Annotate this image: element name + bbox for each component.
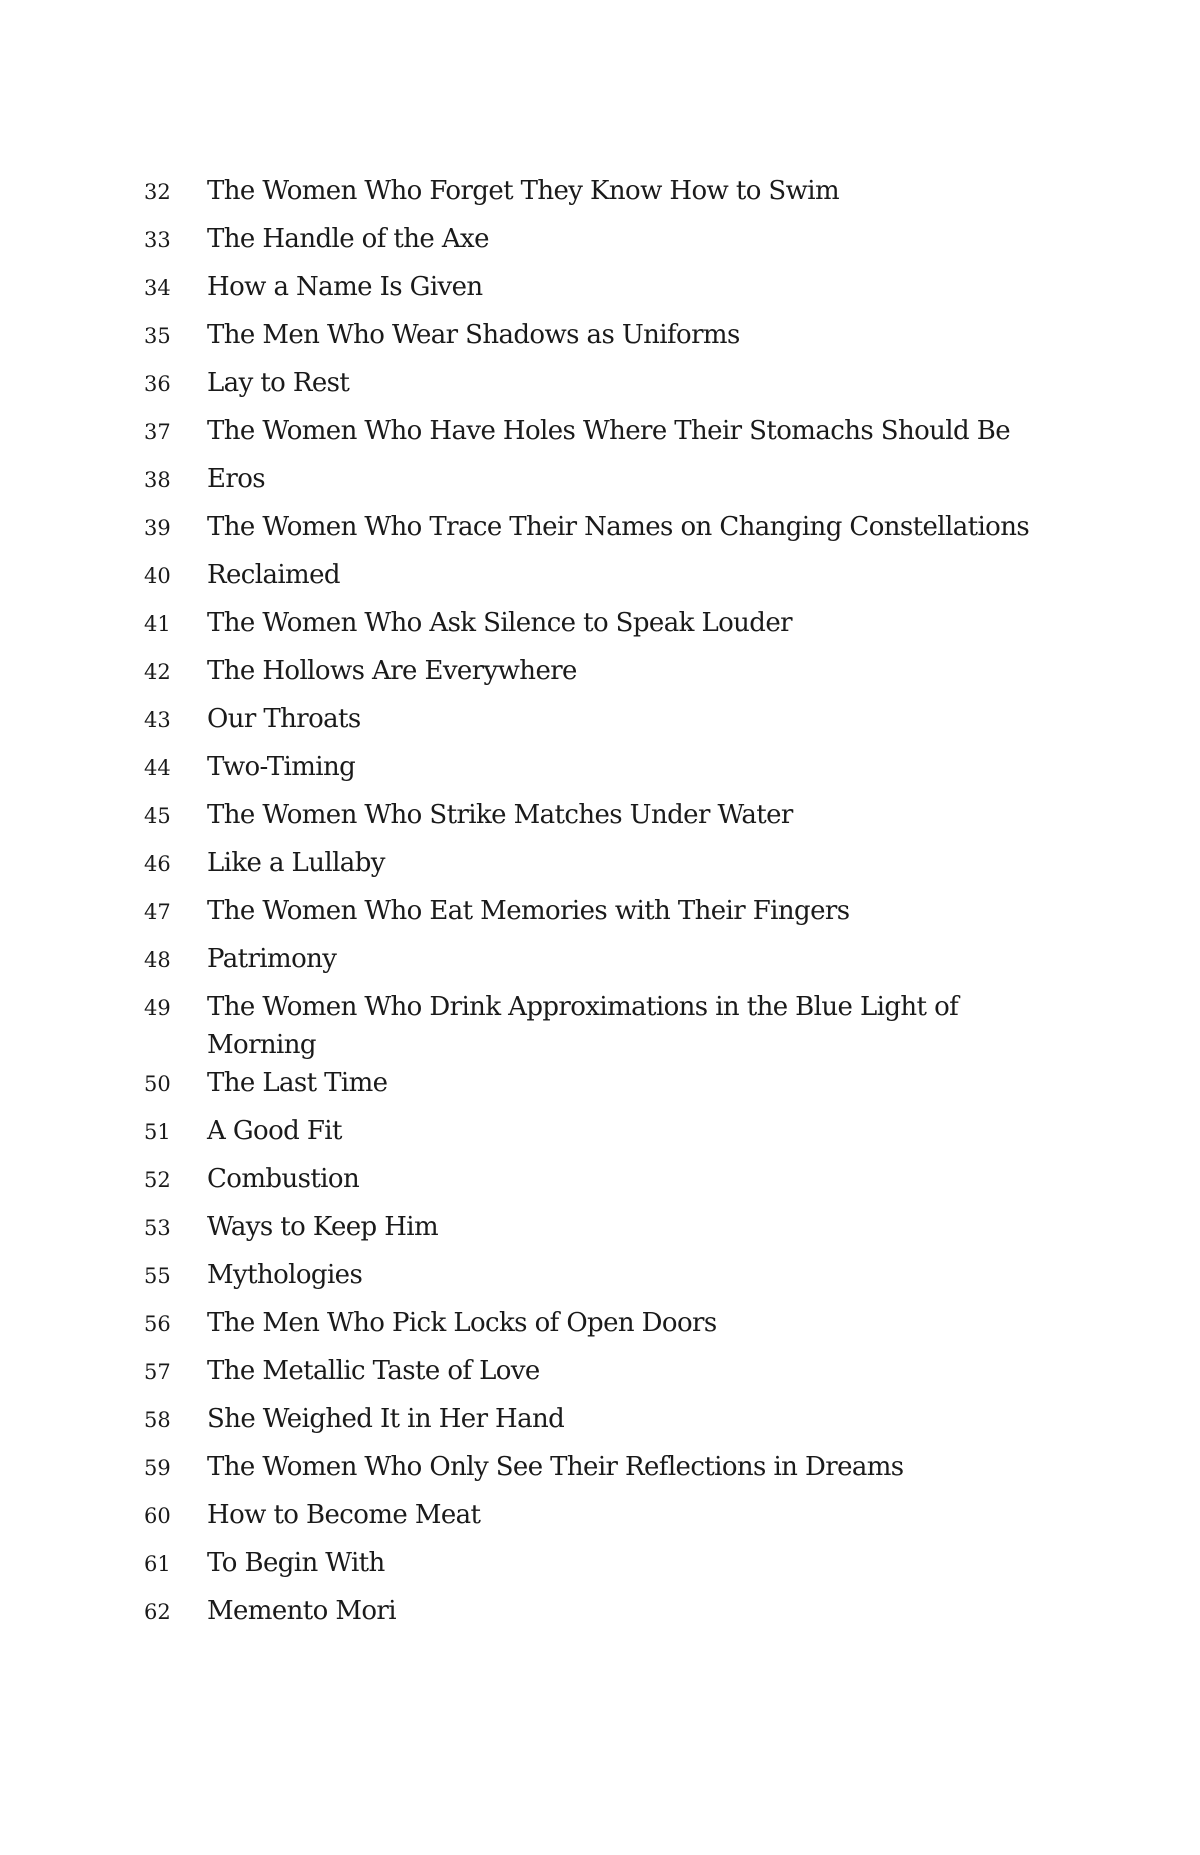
page-number: 59 <box>144 1456 171 1480</box>
toc-entry <box>0 1496 1200 1544</box>
page-number: 60 <box>144 1504 171 1528</box>
toc-entry <box>0 1352 1200 1400</box>
page-number: 35 <box>144 324 171 348</box>
page-number: 33 <box>144 228 171 252</box>
toc-entry <box>0 268 1200 316</box>
page-number: 50 <box>144 1072 171 1096</box>
entry-title: Combustion <box>207 1164 360 1194</box>
toc-entry <box>0 1544 1200 1592</box>
entry-title: Two-Timing <box>207 752 356 782</box>
page-number: 47 <box>144 900 171 924</box>
entry-title: The Men Who Pick Locks of Open Doors <box>207 1308 717 1338</box>
entry-title: She Weighed It in Her Hand <box>207 1404 565 1434</box>
page-number: 40 <box>144 564 171 588</box>
toc-entry <box>0 796 1200 844</box>
entry-title: Patrimony <box>207 944 337 974</box>
page-number: 42 <box>144 660 171 684</box>
toc-entry <box>0 940 1200 988</box>
entry-title: Ways to Keep Him <box>207 1212 439 1242</box>
page-number: 41 <box>144 612 171 636</box>
page-number: 44 <box>144 756 171 780</box>
toc-entry <box>0 364 1200 412</box>
table-of-contents <box>0 172 1200 1640</box>
toc-entry <box>0 412 1200 460</box>
entry-title: The Women Who Have Holes Where Their Stomachs Should Be <box>207 416 1011 446</box>
entry-title: How a Name Is Given <box>207 272 483 302</box>
page-number: 57 <box>144 1360 171 1384</box>
entry-title: The Hollows Are Everywhere <box>207 656 577 686</box>
page-number: 48 <box>144 948 171 972</box>
page-number: 61 <box>144 1552 171 1576</box>
entry-title: The Women Who Drink Approximations in the Blue Light of Morning <box>207 992 959 1060</box>
toc-entry <box>0 1304 1200 1352</box>
toc-entry <box>0 1064 1200 1112</box>
toc-entry <box>0 988 1200 1064</box>
page-number: 53 <box>144 1216 171 1240</box>
entry-title: To Begin With <box>207 1548 385 1578</box>
entry-title: Memento Mori <box>207 1596 396 1626</box>
toc-entry <box>0 316 1200 364</box>
page-number: 56 <box>144 1312 171 1336</box>
entry-title: The Men Who Wear Shadows as Uniforms <box>207 320 740 350</box>
page-number: 52 <box>144 1168 171 1192</box>
entry-title: The Women Who Strike Matches Under Water <box>207 800 793 830</box>
entry-title: The Women Who Only See Their Reflections in Dreams <box>207 1452 904 1482</box>
entry-title: Lay to Rest <box>207 368 350 398</box>
toc-entry <box>0 844 1200 892</box>
toc-entry <box>0 748 1200 796</box>
page-number: 43 <box>144 708 171 732</box>
entry-title: Eros <box>207 464 266 494</box>
toc-entry <box>0 460 1200 508</box>
entry-title: Mythologies <box>207 1260 363 1290</box>
entry-title: How to Become Meat <box>207 1500 481 1530</box>
toc-entry <box>0 1160 1200 1208</box>
entry-title: A Good Fit <box>207 1116 342 1146</box>
toc-entry <box>0 508 1200 556</box>
page-number: 39 <box>144 516 171 540</box>
page-number: 36 <box>144 372 171 396</box>
toc-entry <box>0 1208 1200 1256</box>
page-number: 55 <box>144 1264 171 1288</box>
toc-entry <box>0 1448 1200 1496</box>
entry-title: The Last Time <box>207 1068 388 1098</box>
entry-title: Reclaimed <box>207 560 340 590</box>
toc-entry <box>0 1112 1200 1160</box>
toc-entry <box>0 700 1200 748</box>
page-number: 38 <box>144 468 171 492</box>
toc-entry <box>0 1400 1200 1448</box>
toc-entry <box>0 604 1200 652</box>
toc-entry <box>0 892 1200 940</box>
entry-title: The Women Who Trace Their Names on Changing Constellations <box>207 512 1030 542</box>
page-number: 51 <box>144 1120 171 1144</box>
entry-title: The Women Who Forget They Know How to Swim <box>207 176 840 206</box>
toc-entry <box>0 652 1200 700</box>
toc-entry <box>0 220 1200 268</box>
page-number: 37 <box>144 420 171 444</box>
page-number: 62 <box>144 1600 171 1624</box>
page-number: 46 <box>144 852 171 876</box>
toc-entry <box>0 556 1200 604</box>
entry-title: The Women Who Eat Memories with Their Fingers <box>207 896 850 926</box>
entry-title: Our Throats <box>207 704 361 734</box>
entry-title: Like a Lullaby <box>207 848 385 878</box>
page-number: 58 <box>144 1408 171 1432</box>
entry-title: The Women Who Ask Silence to Speak Louder <box>207 608 792 638</box>
page-number: 32 <box>144 180 171 204</box>
toc-entry <box>0 1256 1200 1304</box>
toc-entry <box>0 172 1200 220</box>
toc-entry <box>0 1592 1200 1640</box>
page-number: 49 <box>144 996 171 1020</box>
page-number: 45 <box>144 804 171 828</box>
entry-title: The Handle of the Axe <box>207 224 489 254</box>
page-number: 34 <box>144 276 171 300</box>
entry-title: The Metallic Taste of Love <box>207 1356 540 1386</box>
